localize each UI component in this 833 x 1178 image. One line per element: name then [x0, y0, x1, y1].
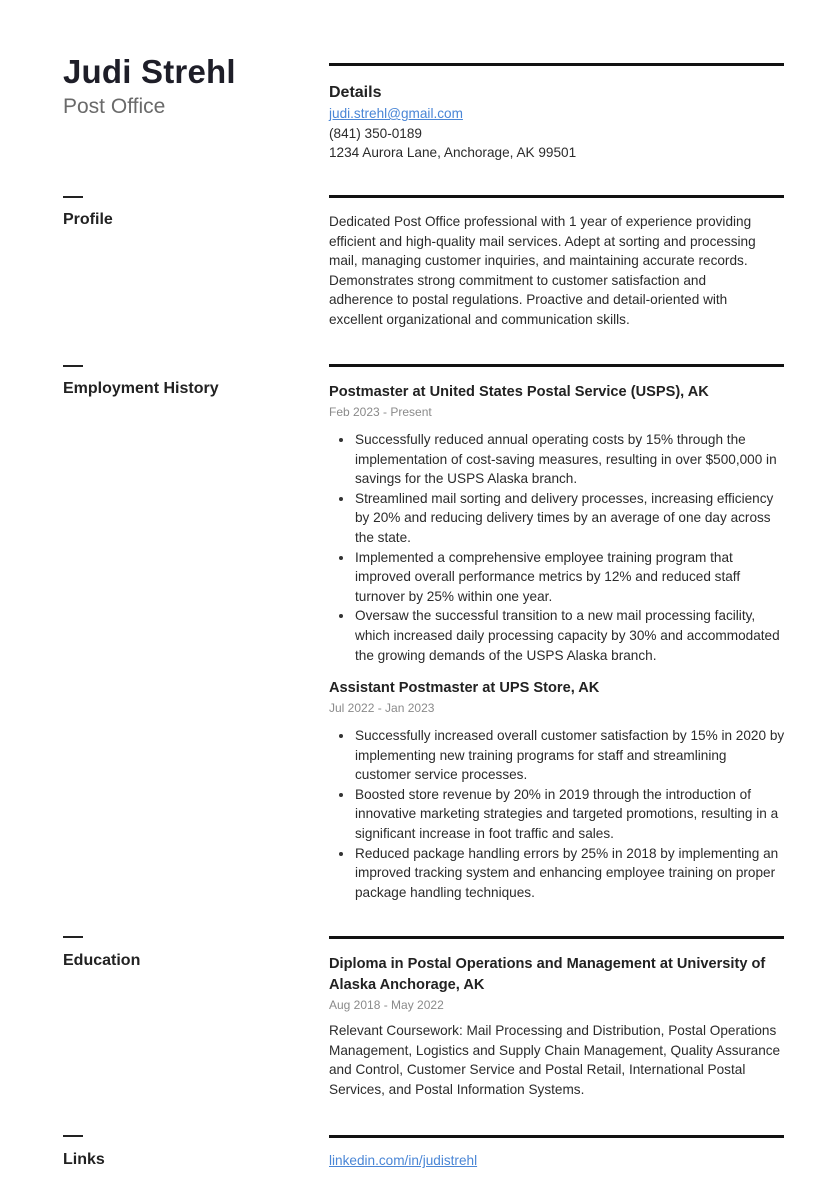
job-dates: Jul 2022 - Jan 2023	[329, 701, 435, 715]
links-section	[329, 1151, 785, 1171]
job-bullet: Implemented a comprehensive employee training program that improved overall performance metrics by 12% and reduced staff turnover by 25% within one year.	[355, 548, 785, 607]
profile-label: Profile	[63, 211, 113, 228]
education-title: Diploma in Postal Operations and Management at University of Alaska Anchorage, AK	[329, 956, 766, 993]
phone-number: (841) 350-0189	[329, 125, 422, 141]
profile-line: Dedicated Post Office professional with 1 year of experience providing	[329, 214, 752, 229]
education-entry	[329, 954, 785, 1099]
details-divider	[329, 63, 784, 66]
profile-summary	[329, 212, 785, 330]
employment-divider	[329, 364, 784, 367]
job-bullets	[329, 430, 785, 665]
job-entry-ups	[329, 678, 785, 902]
education-divider	[329, 936, 784, 939]
links-dash	[63, 1135, 83, 1137]
email-link[interactable]: judi.strehl@gmail.com	[329, 106, 463, 121]
job-bullet: Boosted store revenue by 20% in 2019 through the introduction of innovative marketing strategies and targeted promotions, resulting in a significant increase in foot traffic and sales.	[355, 785, 785, 844]
job-bullet: Oversaw the successful transition to a new mail processing facility, which increased daily processing capacity by 30% and accommodated the growing demands of the USPS Alaska branch.	[355, 606, 785, 665]
address: 1234 Aurora Lane, Anchorage, AK 99501	[329, 145, 577, 161]
job-entry-usps	[329, 382, 785, 665]
profile-line: excellent organizational and communication skills.	[329, 311, 630, 327]
details-heading: Details	[329, 84, 382, 101]
profile-line: adherence to postal regulations. Proactive and detail-oriented with	[329, 292, 728, 308]
job-title: Postmaster at United States Postal Service (USPS), AK	[329, 384, 709, 400]
details-section	[329, 82, 785, 163]
candidate-name: Judi Strehl	[63, 53, 236, 90]
candidate-job-title: Post Office	[63, 95, 166, 118]
education-label: Education	[63, 952, 141, 969]
education-dash	[63, 936, 83, 938]
job-bullet: Reduced package handling errors by 25% in 2018 by implementing an improved tracking system and enhancing employee training on proper package handling techniques.	[355, 844, 785, 903]
job-title: Assistant Postmaster at UPS Store, AK	[329, 680, 600, 696]
education-description: Relevant Coursework: Mail Processing and Distribution, Postal Operations Management, Logistics and Supply Chain Management, Quality Assurance and Control, Customer Service and Postal Retail, International Postal Services, and Postal Information Systems.	[329, 1023, 781, 1097]
links-label: Links	[63, 1151, 105, 1168]
job-bullets	[329, 726, 785, 902]
profile-line: Demonstrates strong commitment to customer satisfaction and	[329, 272, 707, 288]
job-bullet: Streamlined mail sorting and delivery processes, increasing efficiency by 20% and reducing delivery times by an average of one day across the state.	[355, 489, 785, 548]
profile-dash	[63, 196, 83, 198]
job-bullet: Successfully reduced annual operating costs by 15% through the implementation of cost-saving measures, resulting in over $500,000 in savings for the USPS Alaska branch.	[355, 430, 785, 489]
profile-line: efficient and high-quality mail services. Adept at sorting and processing	[329, 233, 756, 249]
profile-line: mail, managing customer inquiries, and maintaining accurate records.	[329, 253, 748, 269]
linkedin-link[interactable]: linkedin.com/in/judistrehl	[329, 1153, 478, 1168]
profile-divider	[329, 195, 784, 198]
job-dates: Feb 2023 - Present	[329, 405, 432, 419]
education-dates: Aug 2018 - May 2022	[329, 998, 444, 1012]
employment-label: Employment History	[63, 380, 219, 397]
links-divider	[329, 1135, 784, 1138]
job-bullet: Successfully increased overall customer satisfaction by 15% in 2020 by implementing new training programs for staff and streamlining customer service processes.	[355, 726, 785, 785]
employment-dash	[63, 365, 83, 367]
